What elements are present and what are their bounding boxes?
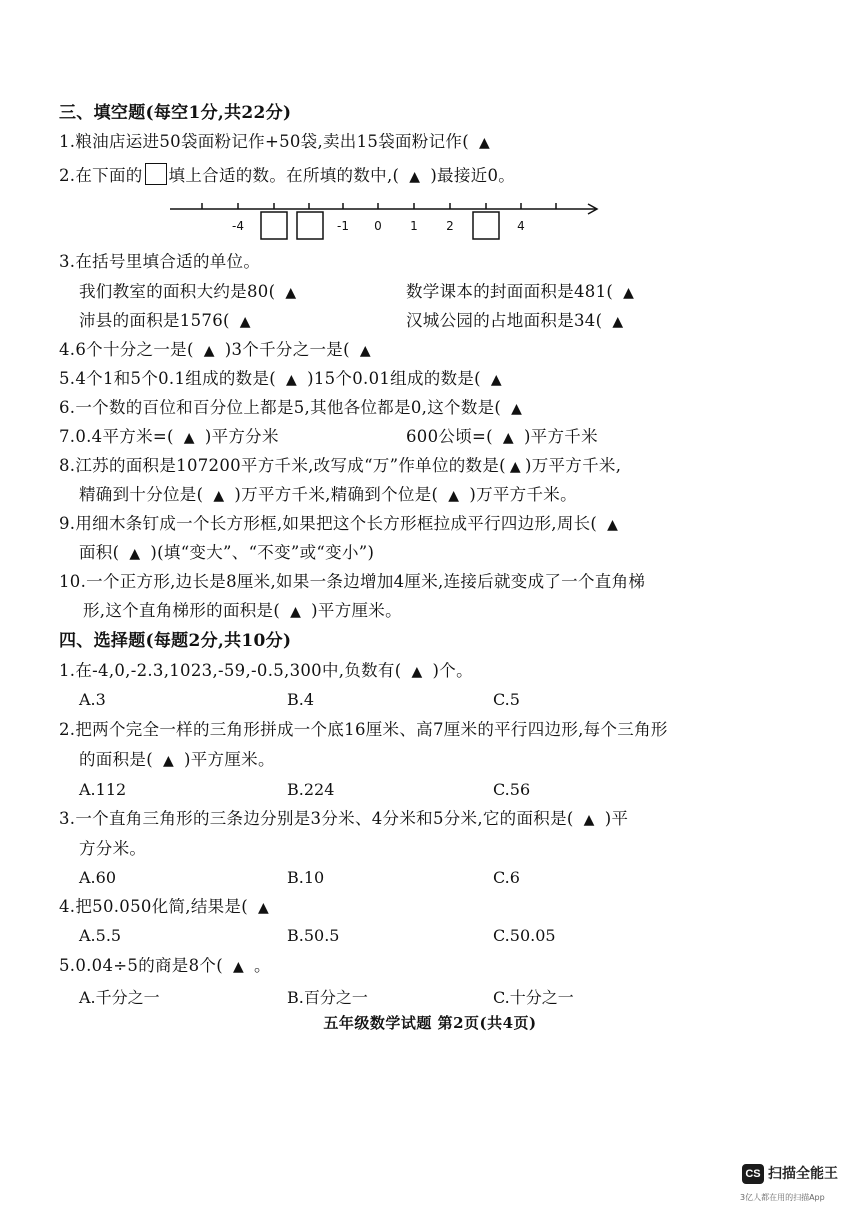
question-4-2: 2.把两个完全一样的三角形拼成一个底16厘米、高7厘米的平行四边形,每个三角形 xyxy=(59,720,668,739)
question-3-10: 10.一个正方形,边长是8厘米,如果一条边增加4厘米,连接后就变成了一个直角梯 xyxy=(59,572,646,591)
answer-blank-marker: ▲ xyxy=(478,135,491,151)
question-4-3b: 方分米。 xyxy=(79,839,147,858)
question-3-3: 3.在括号里填合适的单位。 xyxy=(59,252,261,271)
tick-label: 0 xyxy=(374,219,382,233)
section3-heading: 三、填空题(每空1分,共22分) xyxy=(59,103,292,123)
option-c: C.56 xyxy=(493,780,531,799)
question-3-7: 7.0.4平方米=( ▲ )平方分米 xyxy=(59,427,279,446)
section4-heading: 四、选择题(每题2分,共10分) xyxy=(59,631,292,651)
option-b: B.50.5 xyxy=(287,926,340,945)
option-a: A.5.5 xyxy=(79,926,122,945)
question-3-6: 6.一个数的百位和百分位上都是5,其他各位都是0,这个数是( ▲ xyxy=(59,398,523,417)
tick-label: -4 xyxy=(232,219,244,233)
number-line-box xyxy=(261,212,287,239)
option-a: A.3 xyxy=(79,690,106,709)
question-3-1: 1.粮油店运进50袋面粉记作+50袋,卖出15袋面粉记作( ▲ xyxy=(59,132,491,151)
option-c: C.十分之一 xyxy=(493,988,574,1007)
question-4-3: 3.一个直角三角形的三条边分别是3分米、4分米和5分米,它的面积是( ▲ )平 xyxy=(59,809,629,828)
option-b: B.4 xyxy=(287,690,315,709)
tick-label: 2 xyxy=(446,219,454,233)
answer-blank-marker: ▲ xyxy=(409,169,421,185)
question-3-7b: 600公顷=( ▲ )平方千米 xyxy=(406,427,598,446)
question-3-9b: 面积( ▲ )(填“变大”、“不变”或“变小”) xyxy=(79,543,375,562)
tick-label: 4 xyxy=(517,219,525,233)
option-b: B.224 xyxy=(287,780,335,799)
camscanner-tagline: 3亿人都在用的扫描App xyxy=(740,1193,825,1202)
option-b: B.百分之一 xyxy=(287,988,368,1007)
tick-label: -1 xyxy=(337,219,349,233)
option-c: C.50.05 xyxy=(493,926,556,945)
question-3-4: 4.6个十分之一是( ▲ )3个千分之一是( ▲ xyxy=(59,340,371,359)
option-a: A.112 xyxy=(79,780,127,799)
question-4-5: 5.0.04÷5的商是8个( ▲ 。 xyxy=(59,956,271,975)
question-3-9: 9.用细木条钉成一个长方形框,如果把这个长方形框拉成平行四边形,周长( ▲ xyxy=(59,514,619,533)
question-4-4: 4.把50.050化简,结果是( ▲ xyxy=(59,897,270,916)
tick-label: 1 xyxy=(410,219,418,233)
q3-item-3: 沛县的面积是1576( ▲ xyxy=(79,311,251,330)
option-a: A.60 xyxy=(79,868,116,887)
q3-item-2: 数学课本的封面面积是481( ▲ xyxy=(406,282,635,301)
page-footer: 五年级数学试题 第2页(共4页) xyxy=(323,1014,537,1032)
question-3-8: 8.江苏的面积是107200平方千米,改写成“万”作单位的数是( ▲ )万平方千米, xyxy=(59,456,622,475)
fill-box xyxy=(145,163,167,185)
question-3-8b: 精确到十分位是( ▲ )万平方千米,精确到个位是( ▲ )万平方千米。 xyxy=(79,485,577,504)
option-c: C.6 xyxy=(493,868,520,887)
question-3-10b: 形,这个直角梯形的面积是( ▲ )平方厘米。 xyxy=(83,601,402,620)
camscanner-logo: CS xyxy=(742,1164,764,1184)
q3-item-1: 我们教室的面积大约是80( ▲ xyxy=(79,282,297,301)
number-line-box xyxy=(473,212,499,239)
question-3-5: 5.4个1和5个0.1组成的数是( ▲ )15个0.01组成的数是( ▲ xyxy=(59,369,502,388)
question-4-1: 1.在-4,0,-2.3,1023,-59,-0.5,300中,负数有( ▲ )个。 xyxy=(59,661,473,680)
question-3-2: 2.在下面的 填上合适的数。在所填的数中,( ▲ )最接近0。 xyxy=(59,163,515,188)
camscanner-name: 扫描全能王 xyxy=(768,1166,838,1182)
question-4-2b: 的面积是( ▲ )平方厘米。 xyxy=(79,750,275,769)
option-b: B.10 xyxy=(287,868,325,887)
option-c: C.5 xyxy=(493,690,520,709)
q3-item-4: 汉城公园的占地面积是34( ▲ xyxy=(406,311,624,330)
number-line-box xyxy=(297,212,323,239)
option-a: A.千分之一 xyxy=(79,988,160,1007)
